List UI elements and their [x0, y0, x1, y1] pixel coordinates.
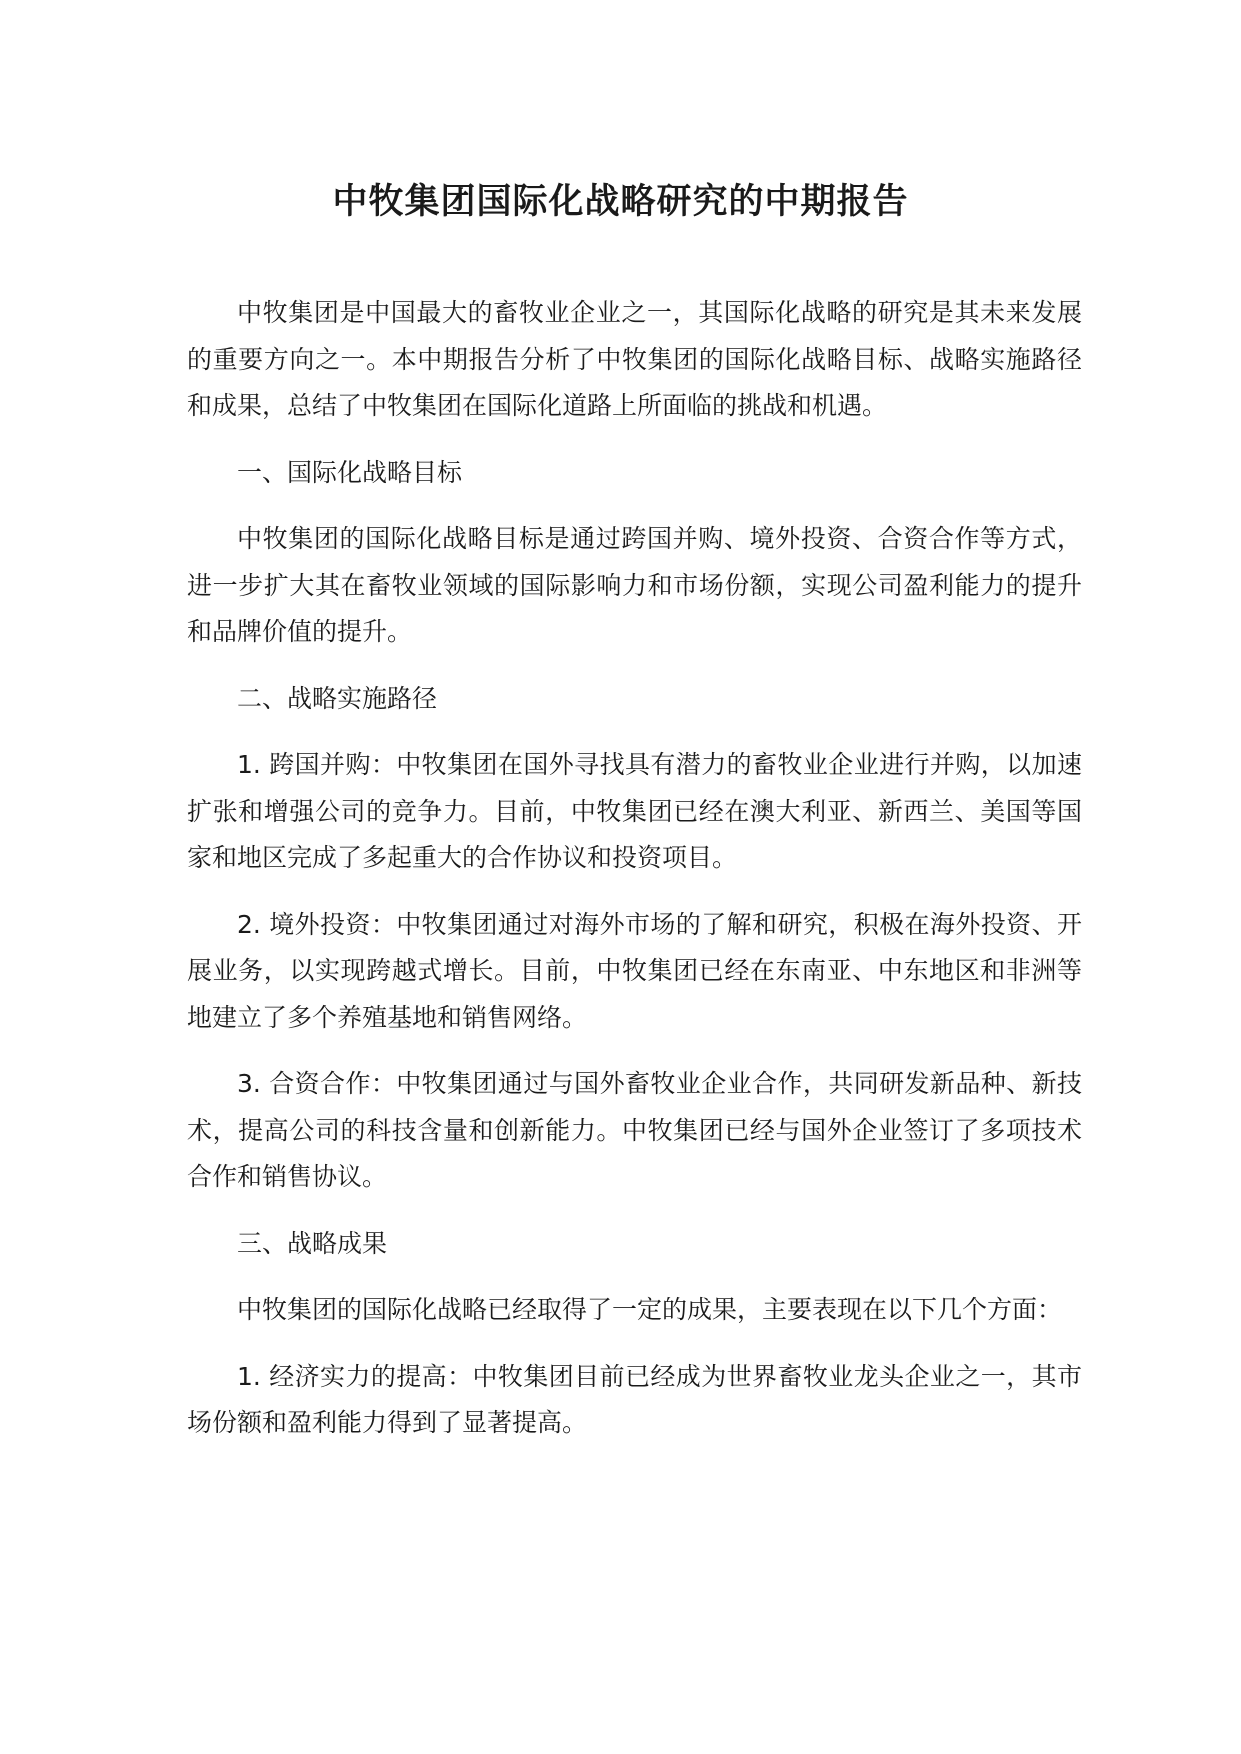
path-item-2: 2. 境外投资：中牧集团通过对海外市场的了解和研究，积极在海外投资、开展业务，以实现跨越式增长。目前，中牧集团已经在东南亚、中东地区和非洲等地建立了多个养殖基地和销售网络。	[187, 909, 1082, 1032]
intro-paragraph: 中牧集团是中国最大的畜牧业企业之一，其国际化战略的研究是其未来发展的重要方向之一。本中期报告分析了中牧集团的国际化战略目标、战略实施路径和成果，总结了中牧集团在国际化道路上所面临的挑战和机遇。	[187, 298, 1082, 420]
path-item-1: 1. 跨国并购：中牧集团在国外寻找具有潜力的畜牧业企业进行并购，以加速扩张和增强公司的竞争力。目前，中牧集团已经在澳大利亚、新西兰、美国等国家和地区完成了多起重大的合作协议和投资项目。	[187, 750, 1082, 872]
path-item-3: 3. 合资合作：中牧集团通过与国外畜牧业企业合作，共同研发新品种、新技术，提高公司的科技含量和创新能力。中牧集团已经与国外企业签订了多项技术合作和销售协议。	[187, 1069, 1082, 1191]
results-intro-paragraph: 中牧集团的国际化战略已经取得了一定的成果，主要表现在以下几个方面：	[237, 1295, 1063, 1324]
result-item-1: 1. 经济实力的提高：中牧集团目前已经成为世界畜牧业龙头企业之一，其市场份额和盈利能力得到了显著提高。	[187, 1361, 1082, 1437]
section-heading-2: 二、战略实施路径	[237, 683, 438, 713]
section-heading-1: 一、国际化战略目标	[237, 457, 463, 487]
document-body	[187, 290, 1082, 1467]
document-title: 中牧集团国际化战略研究的中期报告	[332, 182, 909, 222]
goal-paragraph: 中牧集团的国际化战略目标是通过跨国并购、境外投资、合资合作等方式，进一步扩大其在畜牧业领域的国际影响力和市场份额，实现公司盈利能力的提升和品牌价值的提升。	[187, 524, 1082, 646]
section-heading-3: 三、战略成果	[237, 1228, 388, 1258]
